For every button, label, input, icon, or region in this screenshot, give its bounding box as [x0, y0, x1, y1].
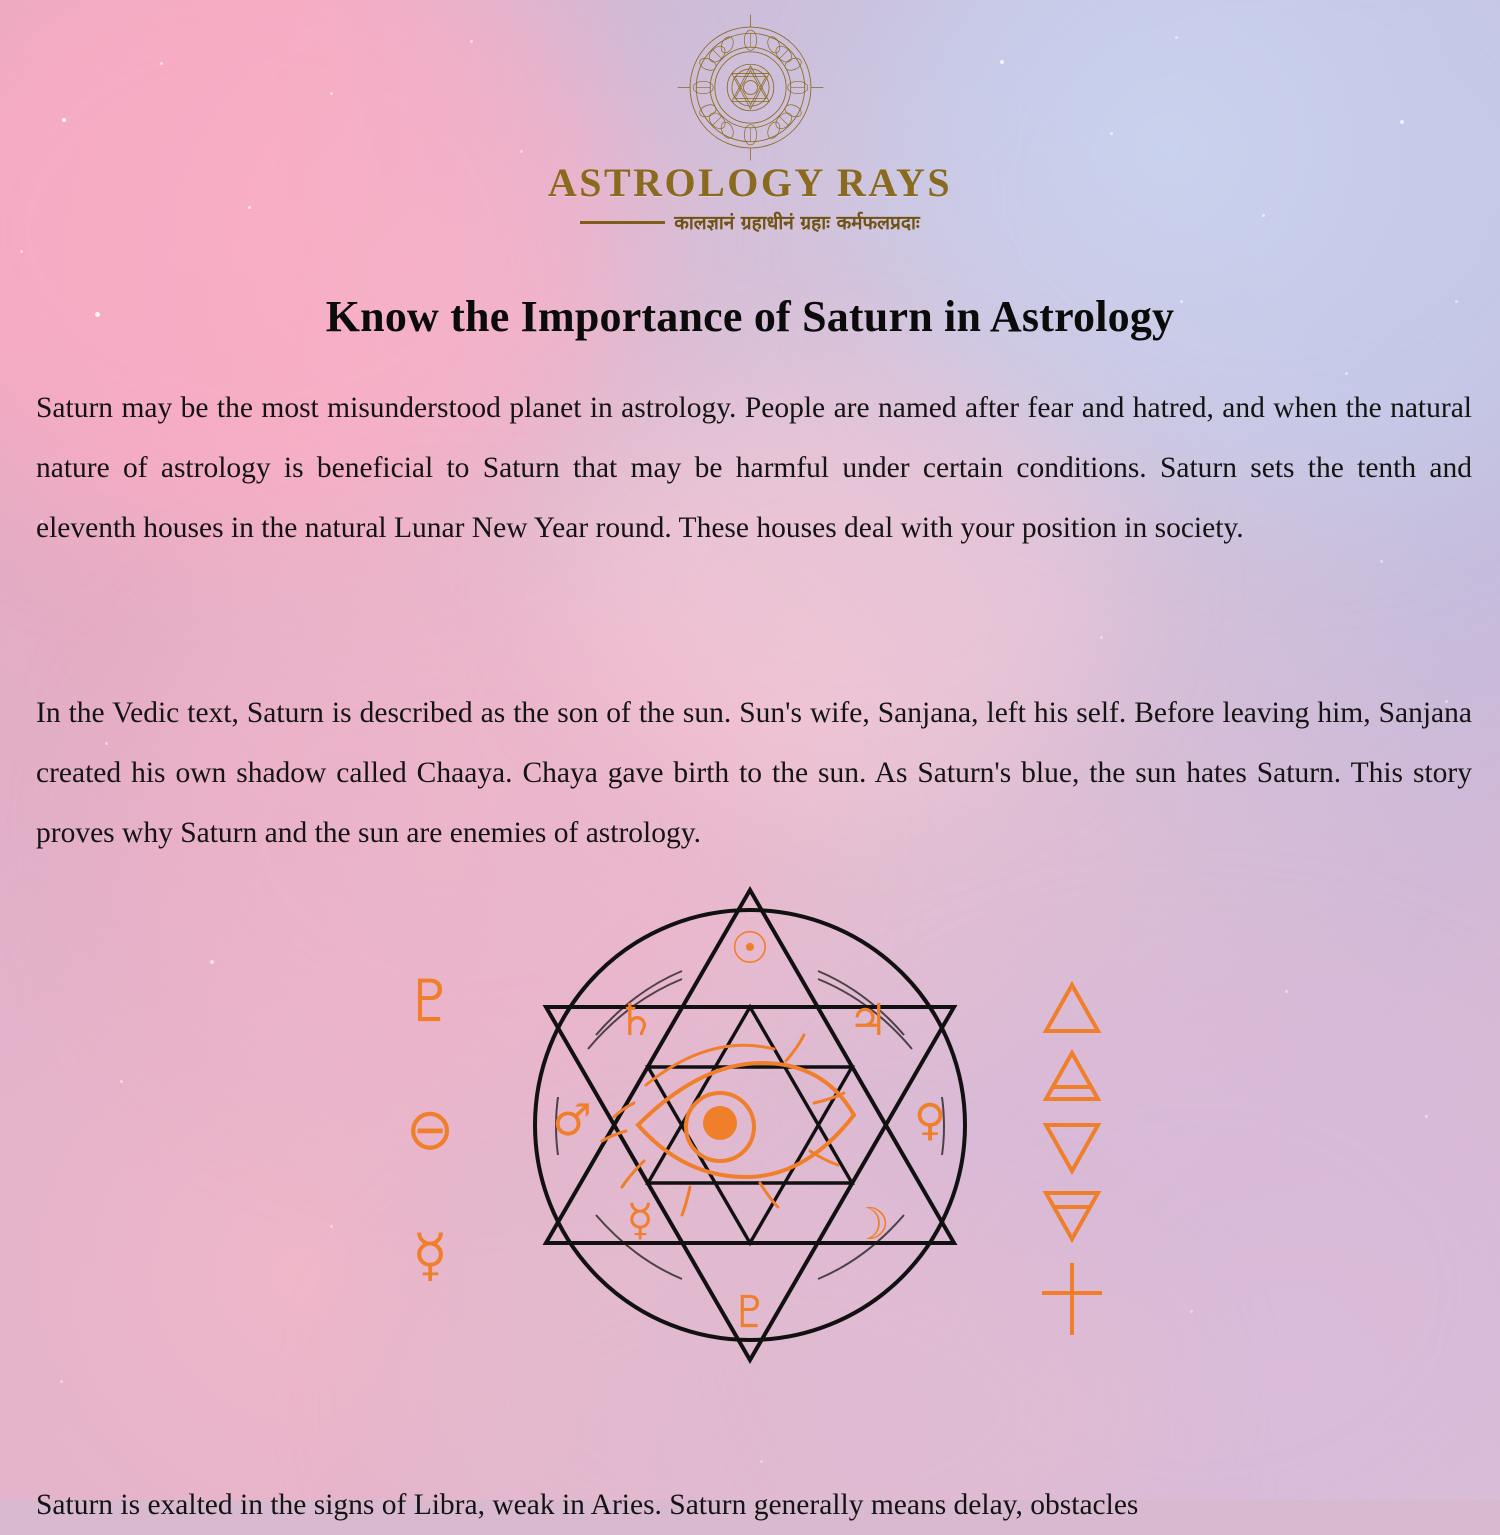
body-paragraph-1: Saturn may be the most misunderstood planet in astrology. People are named after fear and hatred, and when the natural nature of astrology is beneficial to Saturn that may be harmful under certain conditions. Saturn sets the tenth and eleventh houses in the natural Lunar New Year round. These houses deal with your position in society. [36, 391, 1472, 544]
page-title: Know the Importance of Saturn in Astrology [325, 292, 1175, 342]
brand-logo-block [0, 10, 1500, 235]
sun-glyph: ☉ [730, 923, 770, 974]
jupiter-glyph: ♃ [848, 995, 888, 1046]
emblem-outer-circle [535, 910, 965, 1340]
fire-element-icon [1046, 985, 1098, 1031]
pluto-glyph-left: ♇ [404, 967, 456, 1035]
mars-glyph: ♂ [552, 1095, 592, 1146]
water-element-icon [1046, 1125, 1098, 1171]
mandala-sri-yantra-icon [673, 10, 828, 165]
brand-sanskrit-tagline: कालज्ञानं ग्रहाधीनं ग्रहाः कर्मफलप्रदाः [674, 212, 920, 234]
brand-tagline-row [0, 209, 1500, 235]
left-glyph-column [404, 967, 456, 1289]
earth-glyph-left: ⊖ [405, 1095, 455, 1163]
earth-element-icon [1046, 1193, 1098, 1239]
body-paragraph-2: In the Vedic text, Saturn is described as the son of the sun. Sun's wife, Sanjana, left his self. Before leaving him, Sanjana created his own shadow called Chaaya. Chaya gave birth to the sun. As Saturn's blue, the sun hates Saturn. This story proves why Saturn and the sun are enemies of astrology. [36, 696, 1472, 849]
eye-of-providence-icon [602, 1035, 854, 1215]
cross-icon [1042, 1263, 1102, 1335]
pluto-glyph: ♇ [730, 1287, 770, 1338]
right-element-column [1042, 985, 1102, 1335]
moon-glyph: ☽ [850, 1199, 890, 1250]
body-paragraph-3: Saturn is exalted in the signs of Libra, weak in Aries. Saturn generally means delay, obstacles [36, 1488, 1139, 1521]
mercury-glyph: ☿ [626, 1195, 654, 1246]
venus-glyph: ♀ [913, 1095, 947, 1146]
mercury-glyph-left: ☿ [412, 1221, 448, 1289]
saturn-glyph: ♄ [616, 995, 656, 1046]
tagline-rule-left [580, 221, 665, 224]
brand-name: ASTROLOGY RAYS [547, 160, 953, 205]
hexagram-all-seeing-eye-emblem [390, 835, 1110, 1415]
air-element-icon [1046, 1053, 1098, 1099]
